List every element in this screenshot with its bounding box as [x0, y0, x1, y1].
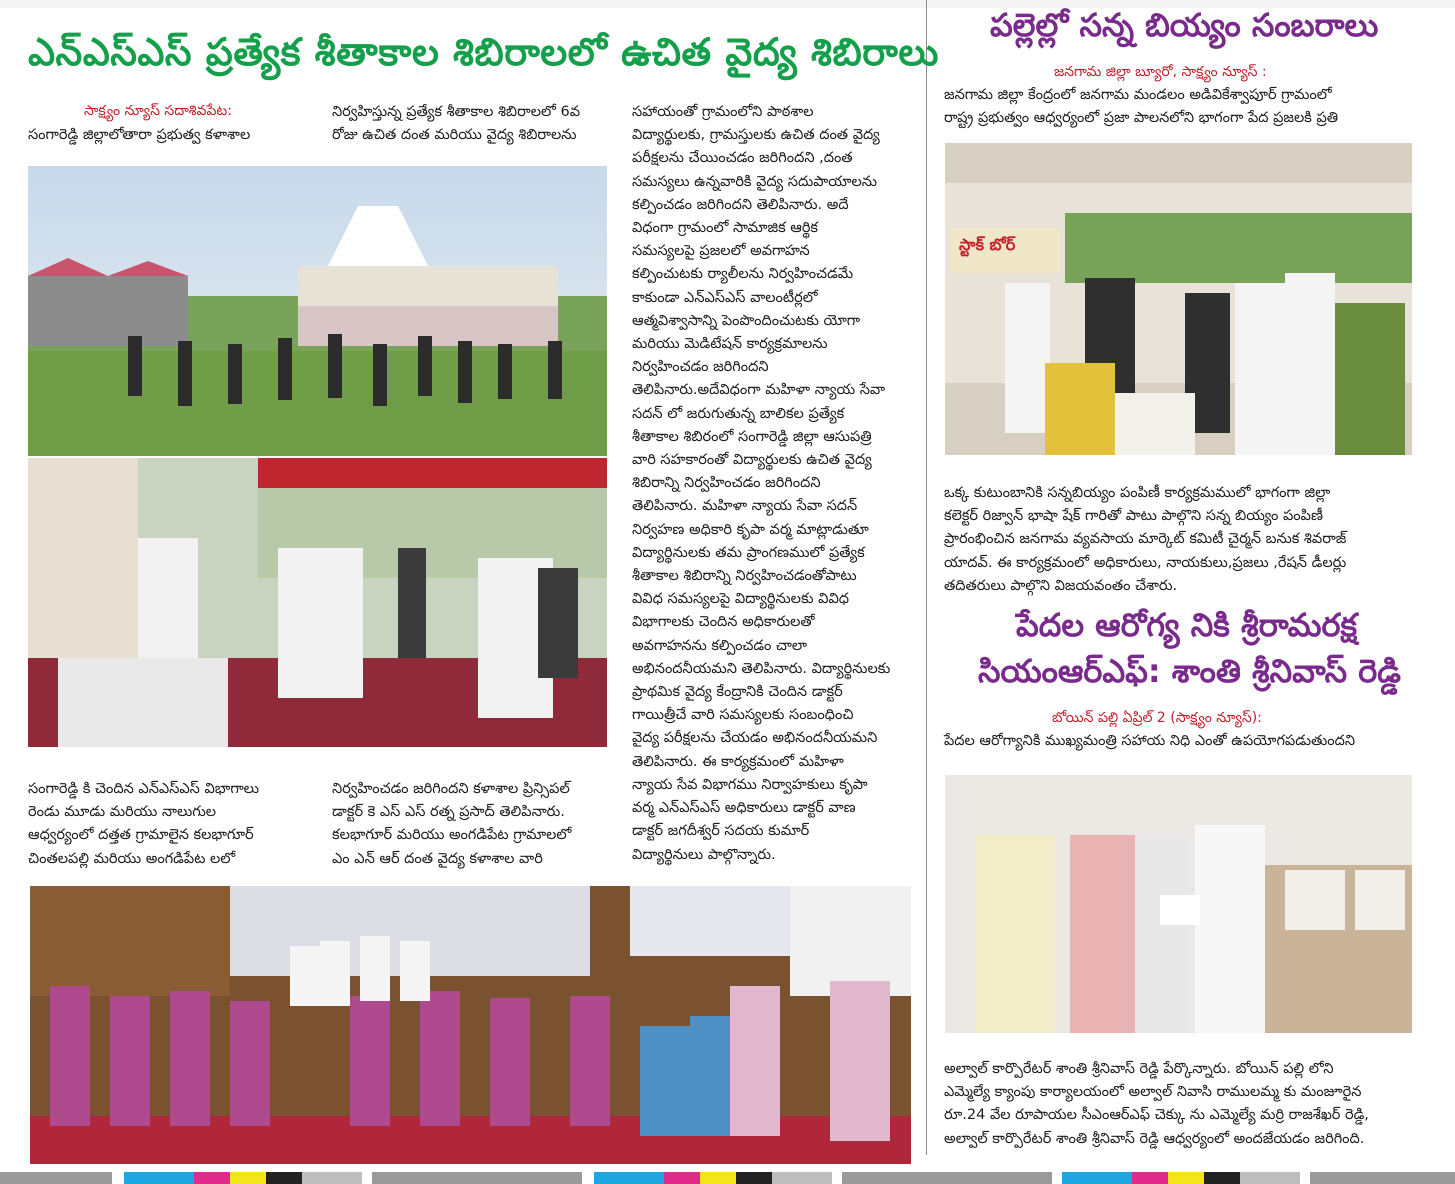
cmrf-headline-line2: సియంఆర్ఎఫ్: శాంతి శ్రీనివాస్ రెడ్డి: [978, 652, 1401, 690]
main-col3-line: సమస్యలపై ప్రజలలో అవగాహన: [632, 243, 810, 260]
print-bar-yellow: [230, 1172, 266, 1184]
main-col2-top: నిర్వహిస్తున్న ప్రత్యేక శీతాకాల శిబిరాలలో 6వ రోజు ఉచిత దంత మరియు వైద్య శిబిరాలను: [332, 104, 581, 144]
photo-dental-camp-students: [30, 886, 911, 1164]
print-bar-gray-3: [842, 1172, 1052, 1184]
main-col2-bottom: నిర్వహించడం జరిగిందని కళాశాల ప్రిన్సిపల్ డాక్టర్ కె ఎస్ ఎస్ రత్న ప్రసాద్ తెలిపినారు. కలభాగూర్ మరియు అంగడిపేట గ్రామాలలో ఎం ఎన్ ఆర్ దంత వైద్య కళాశాల వారి: [332, 781, 572, 867]
main-col3-line: తెలిపినారు. ఈ కార్యక్రమంలో మహిళా: [632, 753, 844, 770]
print-bar-black: [266, 1172, 302, 1184]
print-bar-yellow-3: [1168, 1172, 1204, 1184]
print-bar-gray-2: [372, 1172, 582, 1184]
main-col3-line: మరియు మెడిటేషన్ కార్యక్రమాలను: [632, 336, 828, 353]
main-col3-line: విభాగాలకు చెందిన అధికారులతో: [632, 614, 815, 631]
main-col3-line: శీతాకాల శిబిరాన్ని నిర్వహించడంతోపాటు: [632, 568, 857, 585]
print-bar-black-2: [736, 1172, 772, 1184]
print-bar-cyan-3: [1062, 1172, 1132, 1184]
cmrf-bottom-text: అల్వాల్ కార్పొరేటర్ శాంతి శ్రీనివాస్ రెడ్డి పేర్కొన్నారు. బోయిన్ పల్లి లోని ఎమ్మెల్యే క్యాంపు కార్యాలయంలో అల్వాల్ నివాసి రాములమ్మ కు మంజూరైన రూ.24 వేల రూపాయల సీఎంఆర్ఎఫ్ చెక్కు ను ఎమ్మెల్యే మర్రి రాజశేఖర్ రెడ్డి, అల్వాల్ కార్పొరేటర్ శాంతి శ్రీనివాస్ రెడ్డి ఆధ్వర్యంలో అందజేయడం జరిగింది.: [944, 1061, 1369, 1147]
main-col3-line: గాయిత్రీచే వారి సమస్యలకు సంబంధించి: [632, 707, 854, 724]
main-col3-line: డాక్టర్ జగదీశ్వర్ సదయ కుమార్: [632, 823, 810, 840]
main-col3-line: నిర్వహించడం జరిగిందని: [632, 359, 769, 376]
cmrf-top-text: పేదల ఆరోగ్యానికి ముఖ్యమంత్రి సహాయ నిధి ఎంతో ఉపయోగపడుతుందని: [944, 733, 1356, 749]
cmrf-headline-line1: పేదల ఆరోగ్య నికి శ్రీరామరక్ష: [1016, 606, 1358, 644]
main-col3-line: విధంగా గ్రామంలో సామాజిక ఆర్థిక: [632, 220, 818, 237]
main-col3-line: విద్యార్థులకు, గ్రామస్తులకు ఉచిత దంత వైద్య: [632, 127, 880, 144]
print-bar-black-3: [1204, 1172, 1240, 1184]
main-col3-line: నిర్వహణ అధికారి కృపా వర్మ మాట్లాడుతూ: [632, 521, 869, 538]
main-col3-line: తెలిపినారు.అదేవిధంగా మహిళా న్యాయ సేవా: [632, 382, 886, 399]
print-bar-magenta-2: [664, 1172, 700, 1184]
main-col3-line: శీతాకాల శిబిరంలో సంగారెడ్డి జిల్లా ఆసుపత్రి: [632, 428, 872, 445]
main-col3-line: న్యాయ సేవ విభాగము నిర్వాహకులు కృపా: [632, 776, 868, 793]
main-col3-line: సమస్యలు ఉన్నవారికి వైద్య సదుపాయాలను: [632, 173, 877, 190]
photo-medical-camp: [28, 458, 607, 747]
main-col3-line: వివిధ సమస్యలపై విద్యార్థినులకు వివిధ: [632, 591, 850, 608]
rice-bottom-text: ఒక్క కుటుంబానికి సన్నబియ్యం పంపిణీ కార్యక్రమములో భాగంగా జిల్లా కలెక్టర్ రిజ్వాన్ భాషా షేక్ గారితో పాటు పాల్గొని సన్న బియ్యం పంపిణీ ప్రారంభించిన జనగామ వ్యవసాయ మార్కెట్ కమిటీ చైర్మన్ బనుక శివరాజ్ యాదవ్. ఈ కార్యక్రమంలో అధికారులు, నాయకులు,ప్రజలు ,రేషన్ డీలర్లు తదితరులు పాల్గొని విజయవంతం చేశారు.: [944, 485, 1347, 594]
photo-nss-rally: [28, 166, 607, 456]
main-col1-bottom: సంగారెడ్డి కి చెందిన ఎన్ఎస్ఎస్ విభాగాలు రెండు మూడు మరియు నాలుగుల ఆధ్వర్యంలో దత్తత గ్రామాలైన కలభాగూర్ చింతలపల్లి మరియు అంగడిపేట లలో: [28, 781, 259, 867]
main-col3-line: ప్రాథమిక వైద్య కేంద్రానికి చెందిన డాక్టర్: [632, 684, 843, 701]
print-bar-cyan-2: [594, 1172, 664, 1184]
print-bar-magenta-3: [1132, 1172, 1168, 1184]
main-col3-line: విద్యార్థినులు పాల్గొన్నారు.: [632, 846, 776, 863]
main-col1-top: సంగారెడ్డి జిల్లాలోతారా ప్రభుత్వ కళాశాల: [28, 127, 251, 143]
main-col3-line: సదన్ లో జరుగుతున్న బాలికల ప్రత్యేక: [632, 405, 845, 422]
main-headline: ఎన్ఎస్ఎస్ ప్రత్యేక శీతాకాల శిబిరాలలో ఉచిత వైద్య శిబిరాలు: [28, 30, 939, 74]
main-col3-line: అభినందనీయమని తెలిపినారు. విద్యార్థినులకు: [632, 660, 891, 677]
print-bar-lightgray-3: [1240, 1172, 1300, 1184]
print-bar-yellow-2: [700, 1172, 736, 1184]
rice-headline: పల్లెల్లో సన్న బియ్యం సంబరాలు: [990, 6, 1379, 44]
main-col3-line: విద్యార్థినులకు తమ ప్రాంగణములో ప్రత్యేక: [632, 544, 865, 561]
main-col3-line: కల్పించడం జరిగిందని తెలిపినారు. అదే: [632, 196, 849, 213]
column-divider: [926, 0, 927, 1155]
rice-dateline: జనగామ జిల్లా బ్యూరో, సాక్ష్యం న్యూస్ :: [1054, 64, 1267, 80]
print-bar-cyan: [124, 1172, 194, 1184]
main-col3-line: వర్మ ఎన్ఎస్ఎస్ అధికారులు డాక్టర్ వాణ: [632, 800, 856, 817]
main-col3-line: కాకుండా ఎన్ఎస్ఎస్ వాలంటీర్లలో: [632, 289, 818, 306]
main-col3-line: వైద్య పరీక్షలను చేయడం అభినందనీయమని: [632, 730, 878, 747]
main-col3-line: అవగాహనను కల్పించడం చాలా: [632, 637, 808, 654]
shop-sign: స్టాక్ బోర్: [959, 235, 1016, 254]
main-col3-line: సహాయంతో గ్రామంలోని పాఠశాల: [632, 104, 814, 120]
photo-rice-distribution: [945, 143, 1412, 455]
main-col3-line: తెలిపినారు. మహిళా న్యాయ సేవా సదన్: [632, 498, 858, 515]
main-dateline: సాక్ష్యం న్యూస్ సదాశివపేట:: [84, 103, 232, 119]
print-bar-lightgray-2: [772, 1172, 832, 1184]
main-col3-line: ఆత్మవిశ్వాసాన్ని పెంపొందించుటకు యోగా: [632, 312, 861, 329]
cmrf-dateline: బోయిన్ పల్లి ఏప్రిల్ 2 (సాక్ష్యం న్యూస్):: [1052, 710, 1262, 726]
main-col3-line: శిబిరాన్ని నిర్వహించడం జరిగిందని: [632, 475, 821, 492]
print-bar-gray: [0, 1172, 112, 1184]
rice-top-text: జనగామ జిల్లా కేంద్రంలో జనగామ మండలం అడివికేశ్వాపూర్ గ్రామంలో రాష్ట్ర ప్రభుత్వం ఆధ్వర్యంలో ప్రజా పాలనలోని భాగంగా పేద ప్రజలకి ప్రతి: [944, 87, 1339, 127]
main-col3-line: వారి సహకారంతో విద్యార్థులకు ఉచిత వైద్య: [632, 452, 872, 469]
print-bar-lightgray: [302, 1172, 362, 1184]
print-bar-magenta: [194, 1172, 230, 1184]
main-col3-line: పరీక్షలను చేయించడం జరిగిందని ,దంత: [632, 150, 853, 167]
main-col3-line: కల్పించుటకు ర్యాలీలను నిర్వహించడమే: [632, 266, 854, 283]
photo-cmrf-cheque: [945, 775, 1412, 1033]
print-bar-gray-4: [1310, 1172, 1455, 1184]
main-col3: [632, 101, 912, 867]
